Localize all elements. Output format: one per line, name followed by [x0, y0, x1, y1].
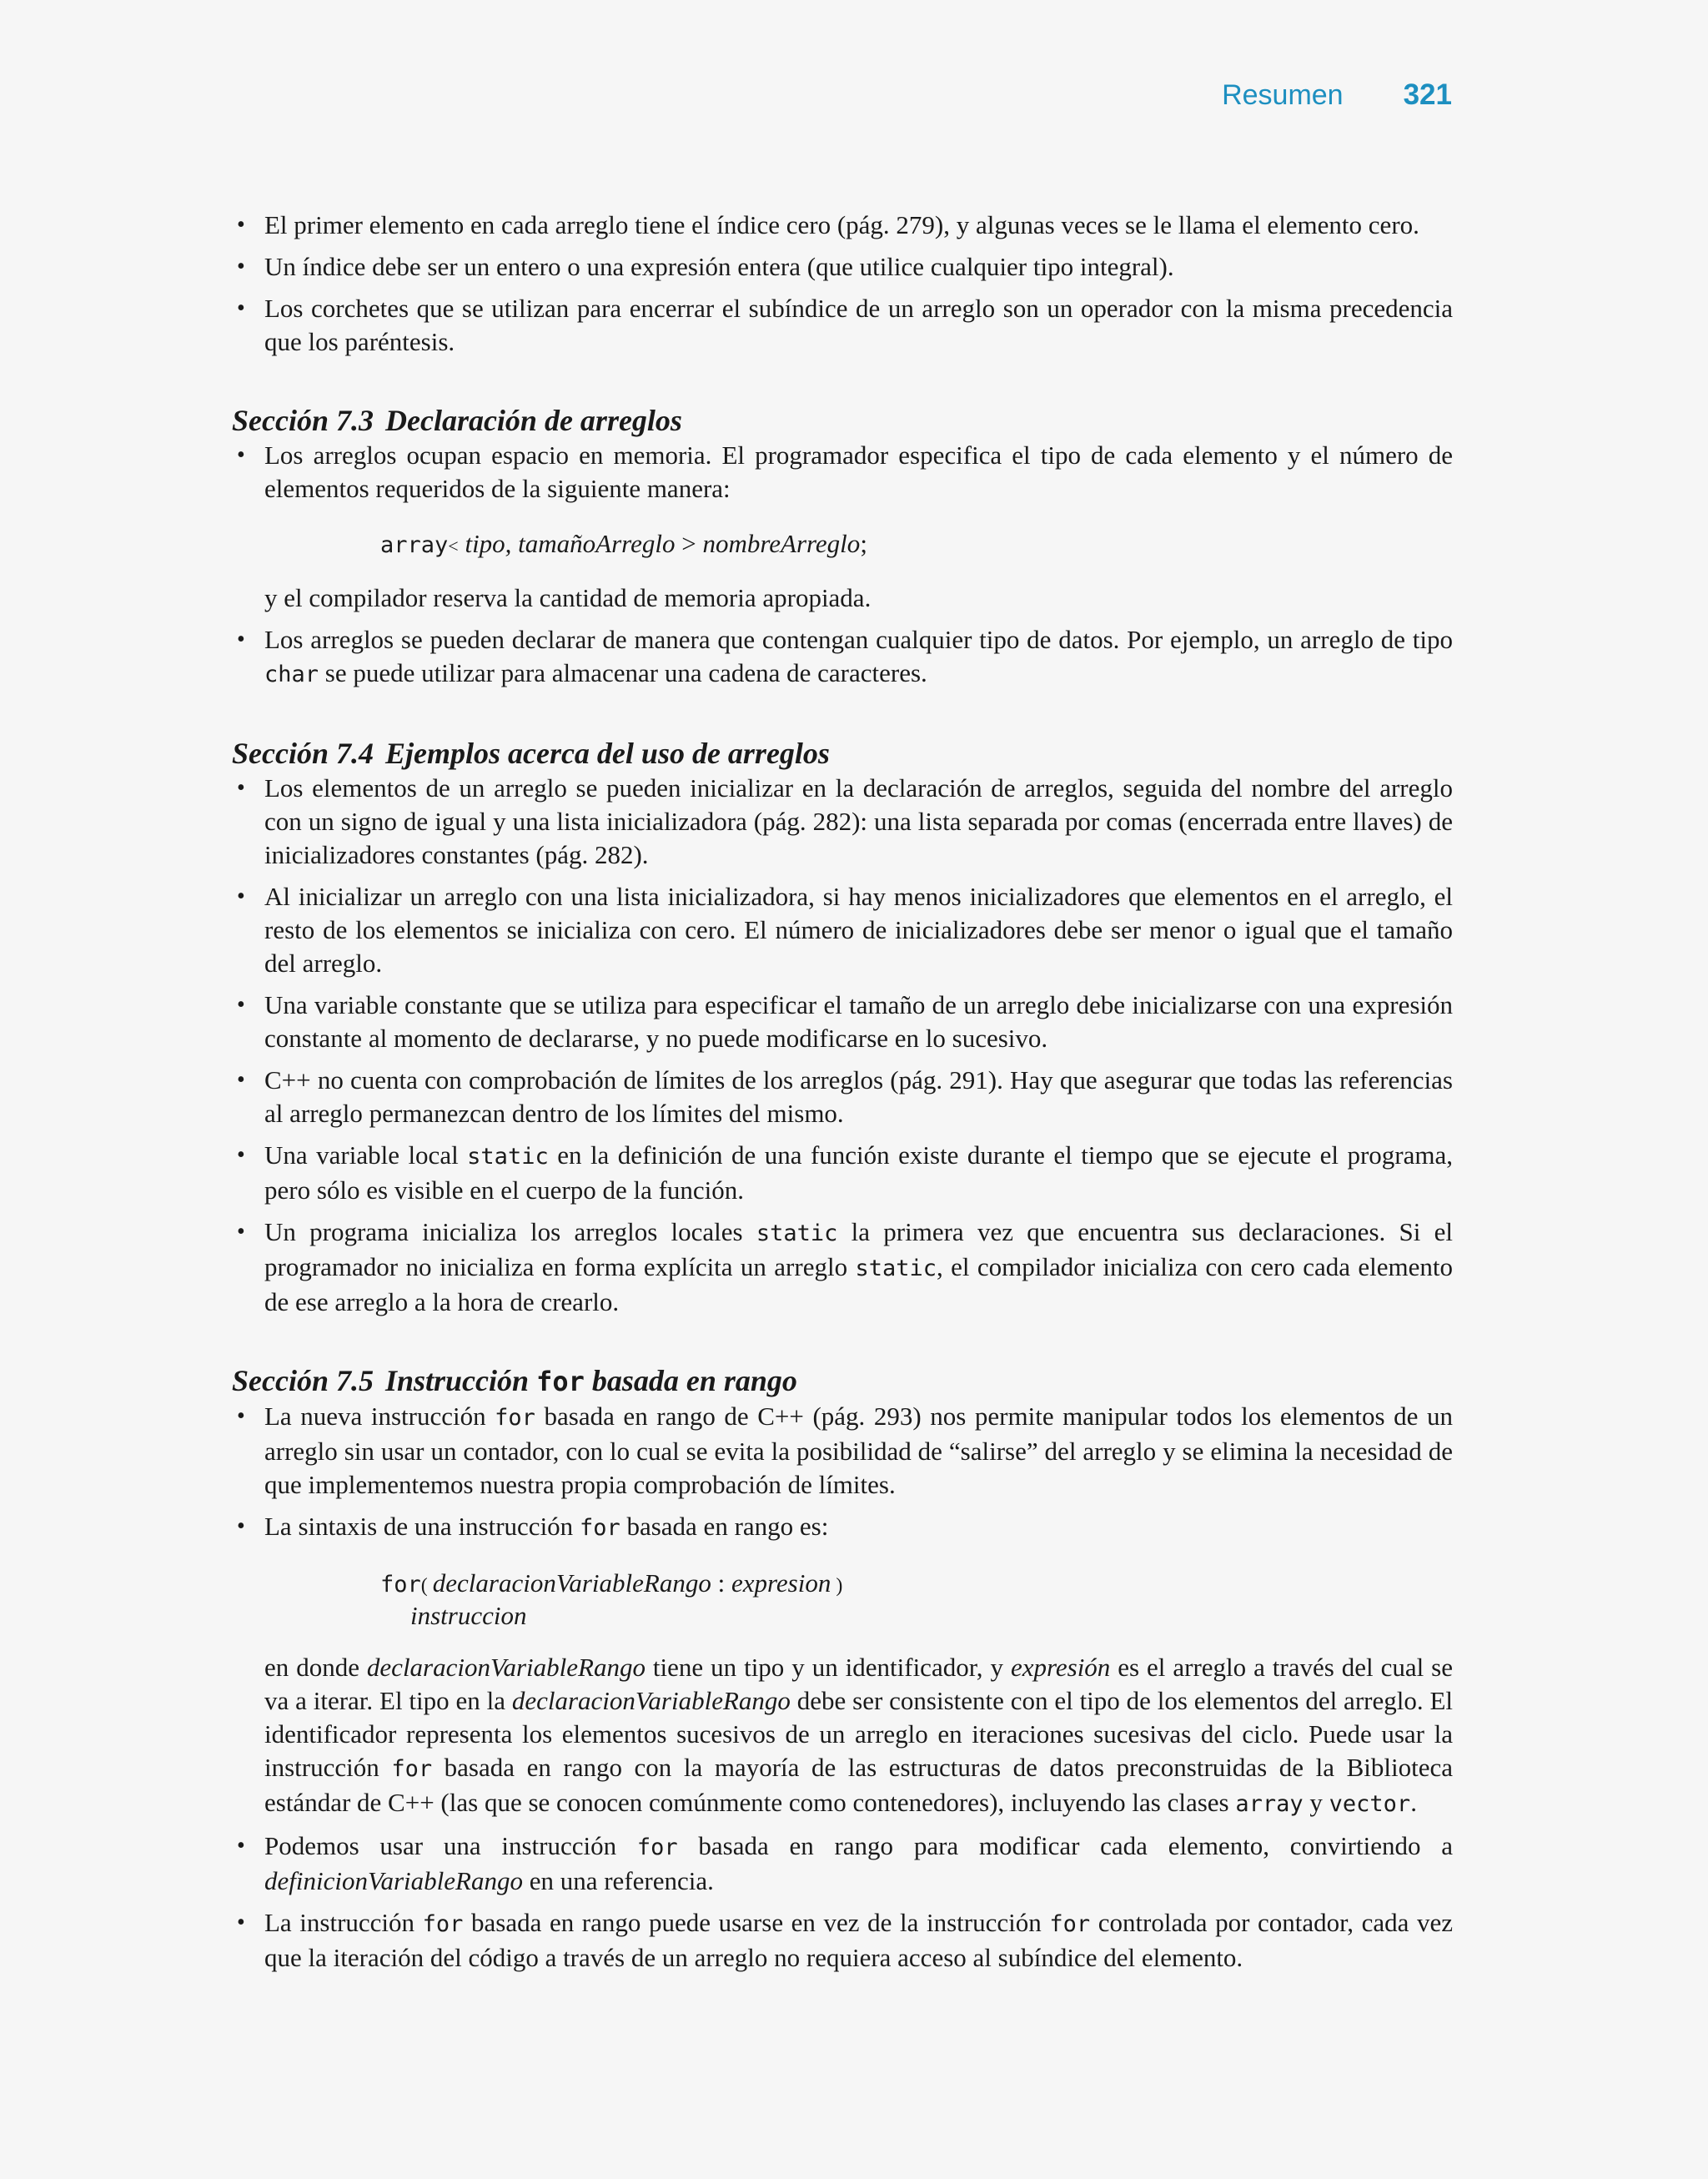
bullet-icon: •	[237, 1219, 245, 1245]
list-item: • El primer elemento en cada arreglo tiene el índice cero (pág. 279), y algunas veces se le llama el elemento cero.	[232, 209, 1453, 242]
bullet-icon: •	[237, 627, 245, 652]
list-item: • La instrucción for basada en rango puede usarse en vez de la instrucción for controlada por contador, cada vez que la iteración del código a través de un arreglo no requiera acceso al subíndice del elemento.	[237, 1908, 1453, 1972]
bullet-icon: •	[237, 1513, 245, 1539]
bullet-icon: •	[237, 1910, 245, 1935]
bullet-icon: •	[237, 775, 245, 801]
bullet-icon: •	[237, 442, 245, 468]
list-item: • La sintaxis de una instrucción for basada en rango es:	[232, 1510, 1453, 1545]
running-head-title: Resumen	[1222, 79, 1344, 111]
bullet-icon: •	[237, 992, 245, 1018]
section-7-3-bullets	[232, 439, 1453, 506]
bullet-icon: •	[237, 254, 245, 279]
bullet-icon: •	[237, 1067, 245, 1093]
list-item: • C++ no cuenta con comprobación de límites de los arreglos (pág. 291). Hay que asegurar que todas las referencias al arreglo permanezcan dentro de los límites del mismo.	[237, 1065, 1453, 1128]
list-item: • Los arreglos se pueden declarar de manera que contengan cualquier tipo de datos. Por ejemplo, un arreglo de tipo char se puede utilizar para almacenar una cadena de caracteres.	[237, 625, 1453, 687]
section-heading-7-4: Sección 7.4 Ejemplos acerca del uso de arreglos	[232, 737, 830, 770]
section-heading-7-5: Sección 7.5 Instrucción for basada en rango	[232, 1364, 797, 1397]
list-item: • Una variable local static en la definición de una función existe durante el tiempo que se ejecute el programa, pero sólo es visible en el cuerpo de la función.	[237, 1140, 1453, 1205]
running-head	[1222, 78, 1452, 120]
range-for-syntax: for( declaracionVariableRango : expresion ) instruccion	[380, 1568, 843, 1630]
section-7-5-bullets	[232, 1400, 1453, 1545]
section-7-3-bullets-2	[232, 623, 1453, 692]
list-item: • Un índice debe ser un entero o una expresión entera (que utilice cualquier tipo integral).	[232, 250, 1453, 284]
array-declaration-syntax: array< tipo, tamañoArreglo > nombreArreglo;	[380, 529, 867, 558]
section-heading-7-3: Sección 7.3 Declaración de arreglos	[232, 404, 682, 437]
paragraph: en donde declaracionVariableRango tiene un tipo y un identificador, y expresión es el arreglo a través del cual se va a iterar. El tipo en la declaracionVariableRango debe ser consistente con el tipo de los elementos del arreglo. El identificador representa los elementos sucesivos de un arreglo en iteraciones sucesivas del ciclo. Puede usar la instrucción for basada en rango con la mayoría de las estructuras de datos preconstruidas de la Biblioteca estándar de C++ (las que se conocen comúnmente como contenedores), incluyendo las clases array y vector.	[264, 1653, 1453, 1817]
list-item: • Los corchetes que se utilizan para encerrar el subíndice de un arreglo son un operador con la misma precedencia que los paréntesis.	[237, 294, 1453, 356]
list-item: • Los arreglos ocupan espacio en memoria. El programador especifica el tipo de cada elemento y el número de elementos requeridos de la siguiente manera:	[237, 440, 1453, 503]
section-7-4-bullets	[232, 772, 1453, 1319]
list-item: • Podemos usar una instrucción for basada en rango para modificar cada elemento, convirtiendo a definicionVariableRango en una referencia.	[237, 1831, 1453, 1895]
bullet-icon: •	[237, 295, 245, 321]
section-7-5-bullets-2	[232, 1829, 1453, 1975]
list-item: • Un programa inicializa los arreglos locales static la primera vez que encuentra sus declaraciones. Si el programador no inicializa en forma explícita un arreglo static, el compilador inicializa con cero cada elemento de ese arreglo a la hora de crearlo.	[237, 1217, 1453, 1316]
paragraph: y el compilador reserva la cantidad de memoria apropiada.	[264, 583, 872, 612]
bullet-icon: •	[237, 1403, 245, 1429]
intro-bullet-list	[232, 209, 1453, 359]
list-item: • Los elementos de un arreglo se pueden inicializar en la declaración de arreglos, seguida del nombre del arreglo con un signo de igual y una lista inicializadora (pág. 282): una lista separada por comas (encerrada entre llaves) de inicializadores constantes (pág. 282).	[237, 773, 1453, 869]
bullet-icon: •	[237, 1142, 245, 1168]
bullet-icon: •	[237, 212, 245, 238]
page-content	[232, 209, 1453, 1983]
list-item: • Una variable constante que se utiliza para especificar el tamaño de un arreglo debe inicializarse con una expresión constante al momento de declararse, y no puede modificarse en lo sucesivo.	[237, 990, 1453, 1053]
bullet-icon: •	[237, 1833, 245, 1859]
list-item: • Al inicializar un arreglo con una lista inicializadora, si hay menos inicializadores que elementos en el arreglo, el resto de los elementos se inicializa con cero. El número de inicializadores debe ser menor o igual que el tamaño del arreglo.	[237, 882, 1453, 978]
list-item: • La nueva instrucción for basada en rango de C++ (pág. 293) nos permite manipular todos los elementos de un arreglo sin usar un contador, con lo cual se evita la posibilidad de “salirse” del arreglo y se elimina la necesidad de que implementemos nuestra propia comprobación de límites.	[237, 1402, 1453, 1499]
bullet-icon: •	[237, 883, 245, 909]
page-number: 321	[1403, 78, 1452, 111]
